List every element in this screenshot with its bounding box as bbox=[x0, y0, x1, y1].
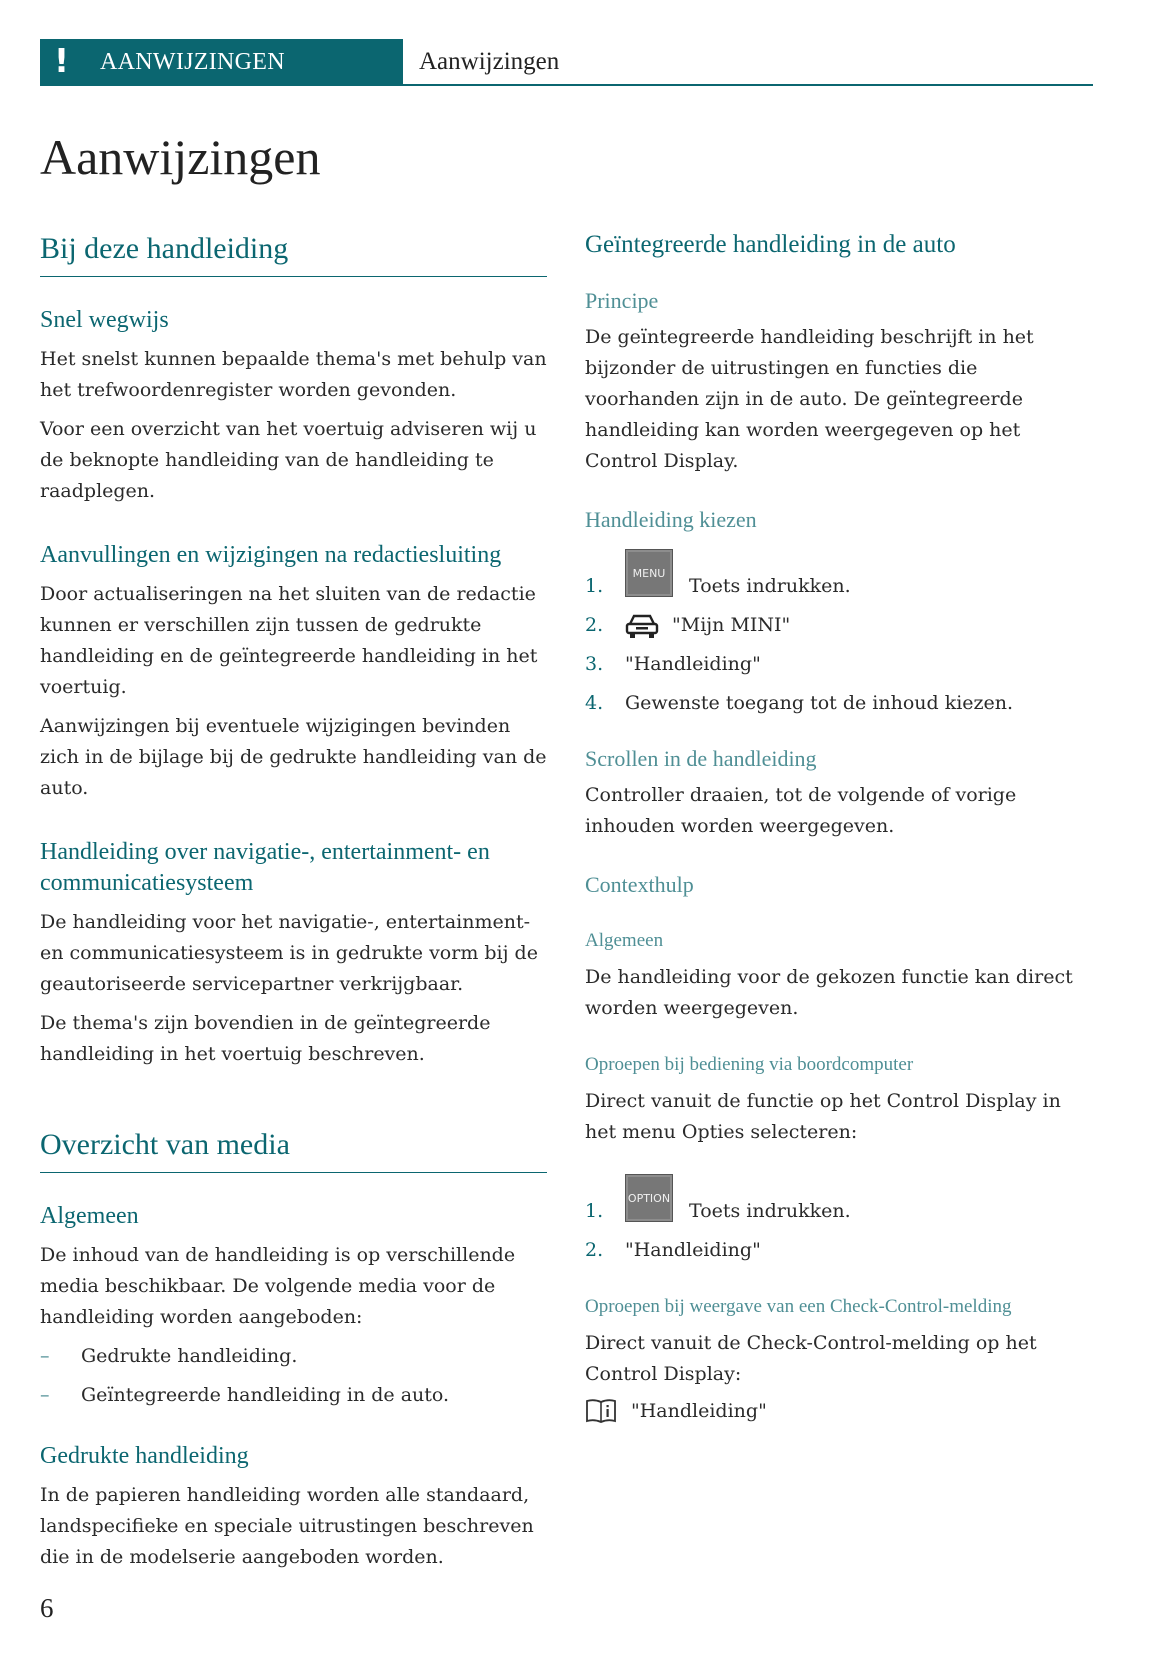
paragraph: De handleiding voor de gekozen functie kan direct worden weergegeven. bbox=[585, 966, 1073, 1019]
option-key-icon: OPTION bbox=[625, 1174, 673, 1222]
heading-snel-wegwijs: Snel wegwijs bbox=[40, 307, 169, 333]
heading-boordcomputer: Oproepen bij bediening via boordcomputer bbox=[585, 1054, 914, 1075]
heading-bij-deze-handleiding: Bij deze handleiding bbox=[40, 232, 547, 277]
paragraph: Aanwijzingen bij eventuele wijzigingen bevinden zich in de bijlage bij de gedrukte handleiding van de auto. bbox=[40, 715, 547, 799]
page-number: 6 bbox=[40, 1593, 54, 1623]
section-title: AANWIJZINGEN bbox=[100, 49, 285, 75]
heading-algemeen: Algemeen bbox=[40, 1203, 139, 1229]
section-header-band bbox=[40, 39, 403, 86]
paragraph: In de papieren handleiding worden alle standaard, landspecifieke en speciale uitrustingen beschreven die in de modelserie aangeboden worden. bbox=[40, 1484, 534, 1568]
car-icon bbox=[625, 612, 659, 640]
paragraph: De geïntegreerde handleiding beschrijft in het bijzonder de uitrustingen en functies die voorhanden zijn in de auto. De geïntegreerde handleiding kan worden weergegeven op het Control Display. bbox=[585, 326, 1034, 472]
list-item: – Gedrukte handleiding. bbox=[40, 1345, 298, 1367]
paragraph: De handleiding voor het navigatie-, entertainment- en communicatiesysteem is in gedrukte vorm bij de geautoriseerde servicepartner verkrijgbaar. bbox=[40, 911, 538, 995]
paragraph: De inhoud van de handleiding is op verschillende media beschikbaar. De volgende media voor de handleiding worden aangeboden: bbox=[40, 1244, 516, 1328]
page-title: Aanwijzingen bbox=[40, 129, 321, 185]
menu-key-icon: MENU bbox=[625, 549, 673, 597]
heading-gedrukte-handleiding: Gedrukte handleiding bbox=[40, 1443, 249, 1469]
heading-navigatie-handleiding: Handleiding over navigatie-, entertainment- en communicatiesysteem bbox=[40, 839, 490, 896]
step-item: 1. MENU Toets indrukken. bbox=[585, 571, 1095, 610]
paragraph: Direct vanuit de Check-Control-melding op het Control Display: bbox=[585, 1332, 1037, 1385]
step-item: 1. OPTION Toets indrukken. bbox=[585, 1196, 1095, 1235]
step-item: 2. "Handleiding" bbox=[585, 1239, 761, 1261]
heading-principe: Principe bbox=[585, 288, 659, 313]
paragraph: Voor een overzicht van het voertuig adviseren wij u de beknopte handleiding van de handleiding te raadplegen. bbox=[40, 418, 537, 502]
paragraph: Direct vanuit de functie op het Control Display in het menu Opties selecteren: bbox=[585, 1090, 1061, 1143]
exclamation-icon: ! bbox=[54, 41, 70, 80]
heading-aanvullingen: Aanvullingen en wijzigingen na redactiesluiting bbox=[40, 542, 502, 568]
chapter-title: Aanwijzingen bbox=[419, 48, 560, 75]
heading-contexthulp: Contexthulp bbox=[585, 872, 694, 897]
step-item: 4. Gewenste toegang tot de inhoud kiezen. bbox=[585, 692, 1014, 714]
list-item: – Geïntegreerde handleiding in de auto. bbox=[40, 1384, 450, 1406]
left-column bbox=[40, 232, 547, 1573]
right-column bbox=[585, 232, 1095, 1432]
heading-context-algemeen: Algemeen bbox=[585, 930, 664, 951]
step-item: 3. "Handleiding" bbox=[585, 653, 761, 675]
heading-handleiding-kiezen: Handleiding kiezen bbox=[585, 507, 757, 532]
step-item: 2. "Mijn MINI" bbox=[585, 610, 1095, 649]
book-info-icon bbox=[585, 1398, 617, 1424]
heading-scrollen: Scrollen in de handleiding bbox=[585, 746, 817, 771]
chapter-header bbox=[403, 39, 1093, 86]
heading-overzicht-van-media: Overzicht van media bbox=[40, 1128, 547, 1173]
paragraph: Het snelst kunnen bepaalde thema's met behulp van het trefwoordenregister worden gevonden. bbox=[40, 348, 547, 401]
paragraph: Door actualiseringen na het sluiten van de redactie kunnen er verschillen zijn tussen de gedrukte handleiding en de geïntegreerde handleiding in het voertuig. bbox=[40, 583, 538, 698]
heading-geintegreerde-handleiding: Geïntegreerde handleiding in de auto bbox=[585, 231, 956, 258]
heading-check-control: Oproepen bij weergave van een Check-Control-melding bbox=[585, 1296, 1012, 1317]
paragraph: De thema's zijn bovendien in de geïntegreerde handleiding in het voertuig beschreven. bbox=[40, 1012, 491, 1065]
step-item: "Handleiding" bbox=[585, 1398, 1095, 1432]
paragraph: Controller draaien, tot de volgende of vorige inhouden worden weergegeven. bbox=[585, 784, 1017, 837]
